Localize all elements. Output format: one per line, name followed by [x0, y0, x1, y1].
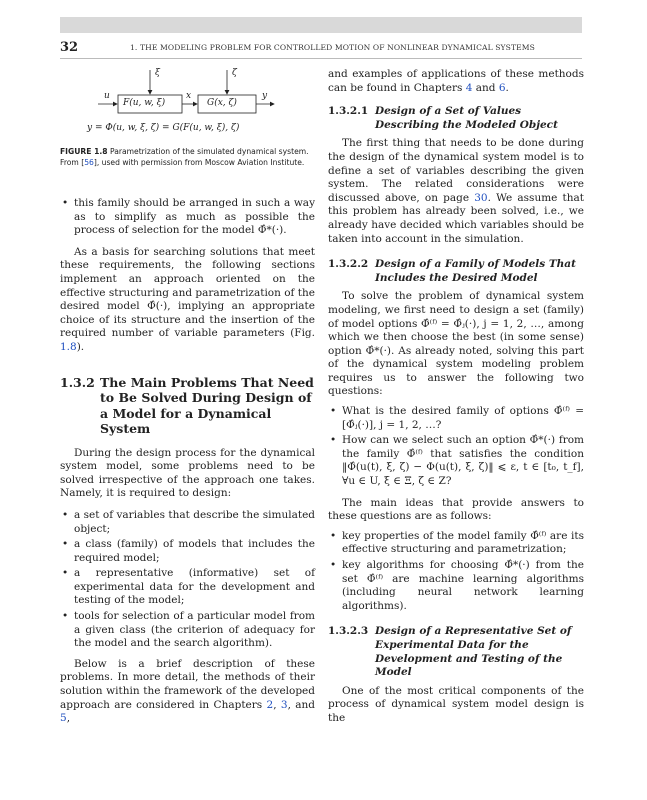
caption-label: FIGURE 1.8 [60, 147, 108, 156]
list-item: • key properties of the model family Φ̂⁽ᶠ⁾ are its effective structuring and parametrization; [328, 530, 584, 557]
fig-ref-link[interactable]: 1.8 [60, 340, 77, 353]
label-x: x [186, 91, 192, 101]
list-item: • a class (family) of models that includes the required model; [60, 538, 315, 565]
section-number: 1.3.2 [60, 374, 95, 390]
chapter-3-link[interactable]: 3 [280, 698, 288, 711]
caption-ref-link[interactable]: 56 [84, 158, 94, 167]
chapter-4-link[interactable]: 4 [465, 81, 473, 94]
figure-equation: y = Φ(u, w, ξ, ζ) = G(F(u, w, ξ), ζ) [87, 123, 240, 133]
punctuation: . [505, 81, 509, 94]
list-item: • key algorithms for choosing Φ̂*(·) from the set Φ̂⁽ᶠ⁾ are machine learning algorithms (including neural network learning algorithms). [328, 559, 584, 613]
page-number: 32 [60, 40, 79, 55]
label-zeta: ζ [232, 68, 237, 78]
figure-caption [60, 146, 315, 168]
paragraph-family: To solve the problem of dynamical system modeling, we first need to design a set (family) of model options Φ̂⁽ᶠ⁾ = Φ̂ⱼ(·), j = 1, 2, …, among which we then choose the best (in some sense) option Φ̂*(·). As already noted, solving this part of the dynamical system modeling problem requires us to answer the following two questions: [328, 290, 584, 398]
paragraph-text: and examples of applications of these methods can be found in Chapters [328, 68, 584, 94]
paragraph-main-ideas: The main ideas that provide answers to these questions are as follows: [328, 496, 584, 523]
left-column [60, 62, 315, 726]
subsection-title: Design of a Family of Models That Includes the Desired Model [375, 258, 576, 284]
paragraph-design: During the design process for the dynamical system model, some problems need to be solved irrespective of the approach one takes. Namely, it is required to design: [60, 446, 315, 500]
separator: , [273, 698, 281, 711]
label-block-f: F(u, w, ξ) [123, 98, 166, 108]
punctuation: , [66, 712, 71, 725]
bullet-list-ideas [328, 530, 584, 614]
subsection-heading-1-3-2-2 [328, 258, 584, 285]
chapter-5-link[interactable]: 5 [60, 712, 67, 725]
page-30-link[interactable]: 30 [474, 191, 488, 204]
caption-text-end: ], used with permission from Moscow Aviation Institute. [93, 158, 305, 167]
label-block-g: G(x, ζ) [207, 98, 237, 108]
paragraph-text: The first thing that needs to be done during the design of the dynamical system model is to define a set of variables describing the given system. The related considerations were discussed above, on page [328, 137, 584, 204]
label-xi: ξ [155, 68, 160, 78]
list-item: • a representative (informative) set of experimental data for the development and testing of the model; [60, 567, 315, 608]
list-item: • How can we select such an option Φ̂*(·) from the family Φ̂⁽ᶠ⁾ that satisfies the condition ‖Φ̂(u(t), ξ, ζ) − Φ(u(t), ξ, ζ)‖ ⩽ ε, t ∈ [t₀, t_f], ∀u ∈ U, ξ ∈ Ξ, ζ ∈ Z? [328, 434, 584, 488]
section-heading-1-3-2 [60, 375, 315, 437]
paragraph-values [328, 137, 584, 246]
header-rule [60, 58, 582, 59]
figure-diagram [60, 62, 315, 142]
right-column [328, 68, 584, 726]
label-u: u [104, 91, 110, 101]
paragraph-basis [60, 246, 315, 355]
subsection-number: 1.3.2.1 [328, 105, 369, 118]
section-title: The Main Problems That Need to Be Solved During Design of a Model for a Dynamical System [100, 374, 314, 437]
paragraph-intro [328, 68, 584, 95]
list-item: • a set of variables that describe the simulated object; [60, 509, 315, 536]
caption-text: Parametrization of the simulated dynamical system. From [ [60, 147, 309, 167]
separator: , and [287, 698, 316, 711]
chapter-6-link[interactable]: 6 [498, 81, 506, 94]
list-item: • What is the desired family of options Φ̂⁽ᶠ⁾ = [Φ̂ⱼ(·)], j = 1, 2, …? [328, 405, 584, 432]
label-y: y [262, 91, 268, 101]
chapter-2-link[interactable]: 2 [266, 698, 274, 711]
paragraph-text: Below is a brief description of these problems. In more detail, the methods of their solution within the framework of the developed approach are considered in Chapters [60, 657, 315, 711]
paragraph-text: As a basis for searching solutions that meet these requirements, the following sections implement an approach oriented on the effective structuring and parametrization of the desired model Φ̂(·), implying an appropriate choice of its structure and the insertion of the required number of variable parameters (Fig. [60, 245, 315, 340]
bullet-list-questions [328, 405, 584, 489]
list-item: • this family should be arranged in such a way as to simplify as much as possible the process of selection for the model Φ̂*(·). [60, 197, 315, 238]
bullet-list-family [60, 197, 315, 238]
top-bar [60, 17, 582, 33]
subsection-title: Design of a Set of Values Describing the Modeled Object [375, 105, 558, 131]
paragraph-text-end: ). [76, 340, 85, 353]
subsection-heading-1-3-2-3 [328, 625, 584, 679]
subsection-heading-1-3-2-1 [328, 105, 584, 132]
subsection-title: Design of a Representative Set of Experimental Data for the Development and Testing of the Model [375, 625, 572, 679]
subsection-number: 1.3.2.2 [328, 258, 369, 271]
separator: and [472, 81, 499, 94]
subsection-number: 1.3.2.3 [328, 625, 369, 638]
paragraph-below [60, 658, 315, 726]
paragraph-text-end: . We assume that this problem has already been solved, i.e., we already have decided which variables should be taken into account in the simulation. [328, 191, 584, 245]
running-title: 1. THE MODELING PROBLEM FOR CONTROLLED MOTION OF NONLINEAR DYNAMICAL SYSTEMS [130, 43, 535, 52]
list-item: • tools for selection of a particular model from a given class (the criterion of adequacy for the model and the search algorithm). [60, 610, 315, 651]
paragraph-representative: One of the most critical components of the process of dynamical system model design is the [328, 684, 584, 724]
bullet-list-design [60, 509, 315, 651]
